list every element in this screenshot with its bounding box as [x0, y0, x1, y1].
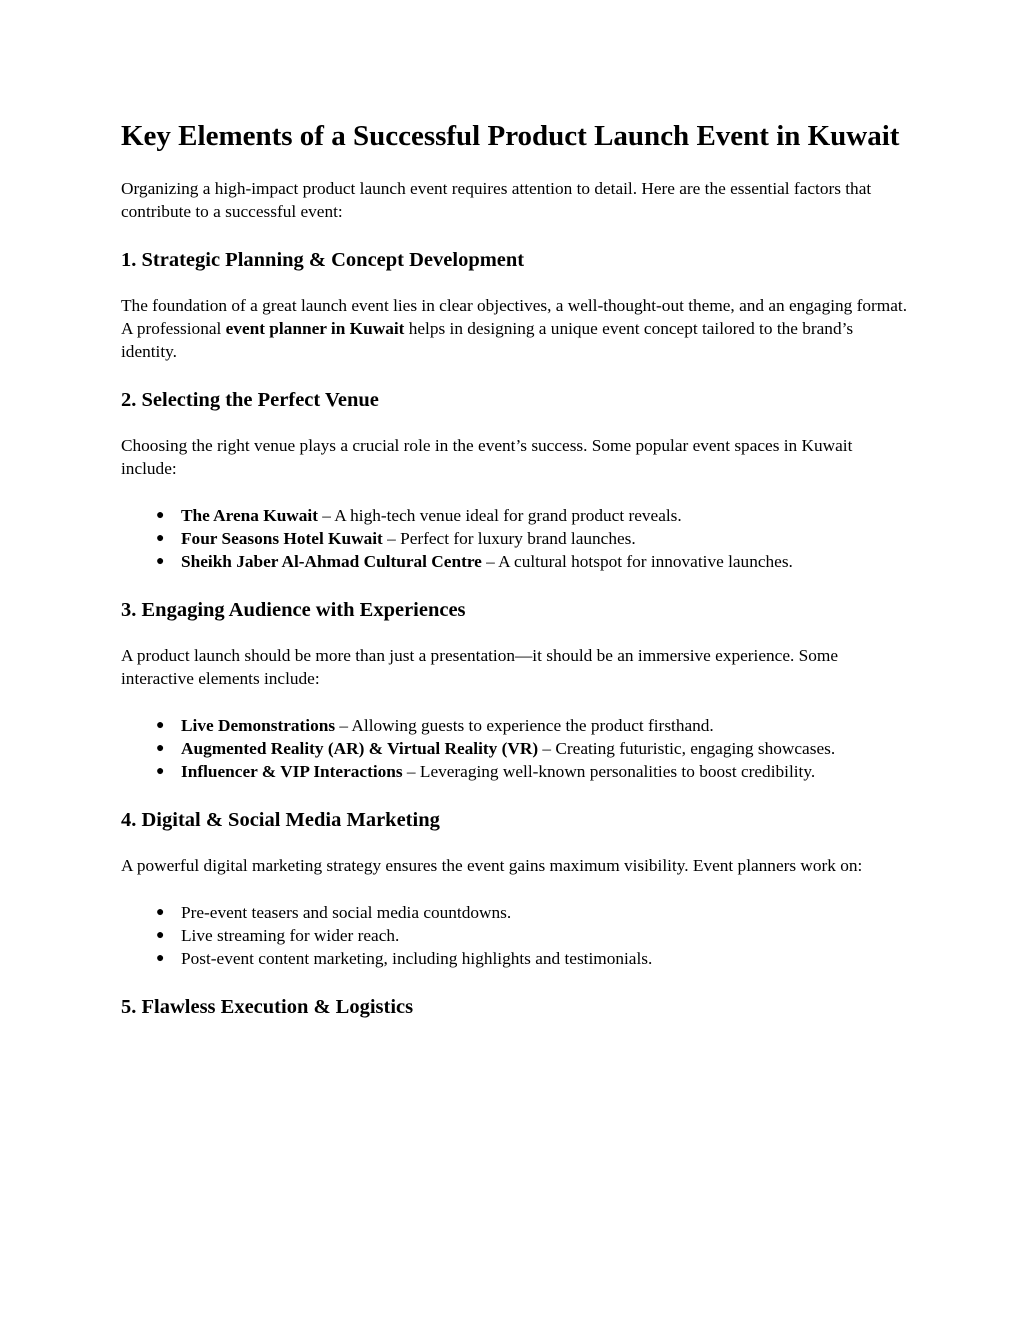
bullet-icon: ●	[156, 554, 165, 569]
list-item	[121, 527, 911, 550]
section-paragraph-strategic-planning	[121, 294, 911, 363]
venue-list	[121, 504, 911, 573]
bullet-icon: ●	[156, 531, 165, 546]
bullet-icon: ●	[156, 951, 165, 966]
section-heading-venue: 2. Selecting the Perfect Venue	[121, 389, 379, 411]
section-heading-strategic-planning: 1. Strategic Planning & Concept Development	[121, 249, 525, 271]
section-heading-digital-marketing: 4. Digital & Social Media Marketing	[121, 809, 440, 831]
list-item-text: – Creating futuristic, engaging showcases.	[538, 739, 836, 758]
list-item-bold: The Arena Kuwait	[181, 506, 318, 525]
list-item-text: Pre-event teasers and social media countdowns.	[181, 903, 512, 922]
section-heading-experiences: 3. Engaging Audience with Experiences	[121, 599, 466, 621]
list-item-text: – A cultural hotspot for innovative launches.	[481, 552, 793, 571]
bullet-icon: ●	[156, 928, 165, 943]
intro-paragraph: Organizing a high-impact product launch event requires attention to detail. Here are the essential factors that contribute to a successful event:	[121, 179, 872, 221]
list-item-text: – Allowing guests to experience the product firsthand.	[335, 716, 714, 735]
bullet-icon: ●	[156, 764, 165, 779]
list-item	[121, 760, 911, 783]
list-item	[121, 737, 911, 760]
digital-marketing-list	[121, 901, 911, 970]
section-paragraph-digital-marketing: A powerful digital marketing strategy ensures the event gains maximum visibility. Event planners work on:	[121, 856, 863, 875]
section-paragraph-venue: Choosing the right venue plays a crucial role in the event’s success. Some popular event spaces in Kuwait include:	[121, 436, 853, 478]
section-paragraph-experiences: A product launch should be more than just a presentation—it should be an immersive experience. Some interactive elements include:	[121, 646, 838, 688]
list-item-text: Post-event content marketing, including highlights and testimonials.	[181, 949, 653, 968]
section-heading-execution: 5. Flawless Execution & Logistics	[121, 996, 414, 1018]
list-item-bold: Augmented Reality (AR) & Virtual Reality (VR)	[181, 739, 539, 758]
bullet-icon: ●	[156, 508, 165, 523]
document-page	[121, 118, 911, 1041]
list-item-text: – A high-tech venue ideal for grand product reveals.	[317, 506, 682, 525]
bullet-icon: ●	[156, 741, 165, 756]
list-item-bold: Four Seasons Hotel Kuwait	[181, 529, 383, 548]
list-item-bold: Sheikh Jaber Al-Ahmad Cultural Centre	[181, 552, 482, 571]
list-item-bold: Live Demonstrations	[181, 716, 336, 735]
list-item	[121, 550, 911, 573]
list-item-bold: Influencer & VIP Interactions	[181, 762, 403, 781]
paragraph-text: helps in designing a unique event concept tailored to the brand’s identity.	[121, 319, 854, 361]
list-item-text: – Perfect for luxury brand launches.	[382, 529, 636, 548]
experiences-list	[121, 714, 911, 783]
list-item	[121, 901, 911, 924]
paragraph-bold-text: event planner in Kuwait	[225, 319, 405, 338]
page-title: Key Elements of a Successful Product Launch Event in Kuwait	[121, 120, 900, 152]
list-item	[121, 947, 911, 970]
bullet-icon: ●	[156, 905, 165, 920]
list-item-text: Live streaming for wider reach.	[181, 926, 400, 945]
list-item-text: – Leveraging well-known personalities to boost credibility.	[402, 762, 816, 781]
list-item	[121, 924, 911, 947]
list-item	[121, 714, 911, 737]
bullet-icon: ●	[156, 718, 165, 733]
paragraph-text: The foundation of a great launch event lies in clear objectives, a well-thought-out theme, and an engaging format. A professional	[121, 296, 908, 338]
list-item	[121, 504, 911, 527]
